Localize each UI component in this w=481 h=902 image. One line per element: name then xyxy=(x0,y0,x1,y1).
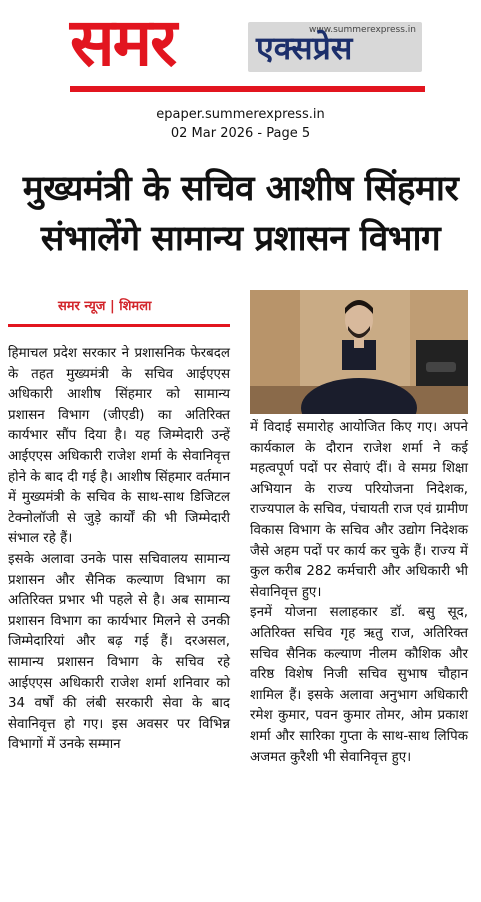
article-photo xyxy=(250,290,468,414)
edition-date-page: 02 Mar 2026 - Page 5 xyxy=(170,126,311,141)
article-paragraph: हिमाचल प्रदेश सरकार ने प्रशासनिक फेरबदल के तहत मुख्यमंत्री के सचिव आईएएस अधिकारी आशीष सिंहमार को सामान्य प्रशासन विभाग (जीएडी) का अतिरिक्त कार्यभार सौंप दिया है। यह जिम्मेदारी उन्हें आईएएस अधिकारी राजेश शर्मा के सेवानिवृत्त होने के बाद दी गई है। आशीष सिंहमार वर्तमान में मुख्यमंत्री के सचिव के साथ-साथ डिजिटल टेक्नोलॉजी से जुड़े कार्यों की भी जिम्मेदारी संभाल रहे हैं। xyxy=(8,346,231,547)
photo-illustration xyxy=(250,290,468,414)
masthead-name: समर xyxy=(70,4,176,81)
masthead-subname: एक्सप्रेस xyxy=(256,29,353,67)
masthead-underline xyxy=(70,86,425,92)
article-paragraph: में विदाई समारोह आयोजित किए गए। अपने कार्यकाल के दौरान राजेश शर्मा ने कई महत्वपूर्ण पदों पर सेवाएं दीं। वे समग्र शिक्षा अभियान के राज्य परियोजना निदेशक, राज्यपाल के सचिव, पंचायती राज एवं ग्रामीण विकास विभाग के सचिव और उद्योग निदेशक जैसे अहम पदों पर कार्य कर चुके हैं। राज्य में कुल करीब 282 कर्मचारी और अधिकारी भी सेवानिवृत्त हुए। xyxy=(250,420,468,600)
byline: समर न्यूज | शिमला xyxy=(58,299,152,314)
masthead-url: www.summerexpress.in xyxy=(309,25,416,35)
article-paragraph: इसके अलावा उनके पास सचिवालय सामान्य प्रशासन और सैनिक कल्याण विभाग का अतिरिक्त प्रभार भी पहले से है। अब सामान्य प्रशासन विभाग का कार्यभार मिलने से उनकी जिम्मेदारियां और बढ़ गई हैं। दरअसल, सामान्य प्रशासन विभाग के सचिव रहे आईएएस अधिकारी राजेश शर्मा शनिवार को 34 वर्षों की लंबी सरकारी सेवा के बाद सेवानिवृत्त हो गए। इस अवसर पर विभिन्न विभागों में उनके सम्मान xyxy=(8,551,230,753)
edition-site: epaper.summerexpress.in xyxy=(156,107,325,122)
article-column-left xyxy=(8,344,230,756)
headline-line-2: संभालेंगे सामान्य प्रशासन विभाग xyxy=(40,219,441,259)
masthead-logo xyxy=(70,6,425,92)
byline-divider xyxy=(8,324,230,327)
article-column-right xyxy=(250,418,468,768)
article-paragraph: इनमें योजना सलाहकार डॉ. बसु सूद, अतिरिक्त सचिव गृह ऋतु राज, अतिरिक्त सचिव सैनिक कल्याण नीलम कौशिक और वरिष्ठ विशेष निजी सचिव सुभाष चौहान शामिल हैं। इसके अलावा अनुभाग अधिकारी रमेश कुमार, पवन कुमार तोमर, ओम प्रकाश शर्मा और सारिका गुप्ता के साथ-साथ लिपिक अजमत कुरैशी भी सेवानिवृत्त हुए। xyxy=(250,605,468,765)
headline-line-1: मुख्यमंत्री के सचिव आशीष सिंहमार xyxy=(22,169,459,209)
